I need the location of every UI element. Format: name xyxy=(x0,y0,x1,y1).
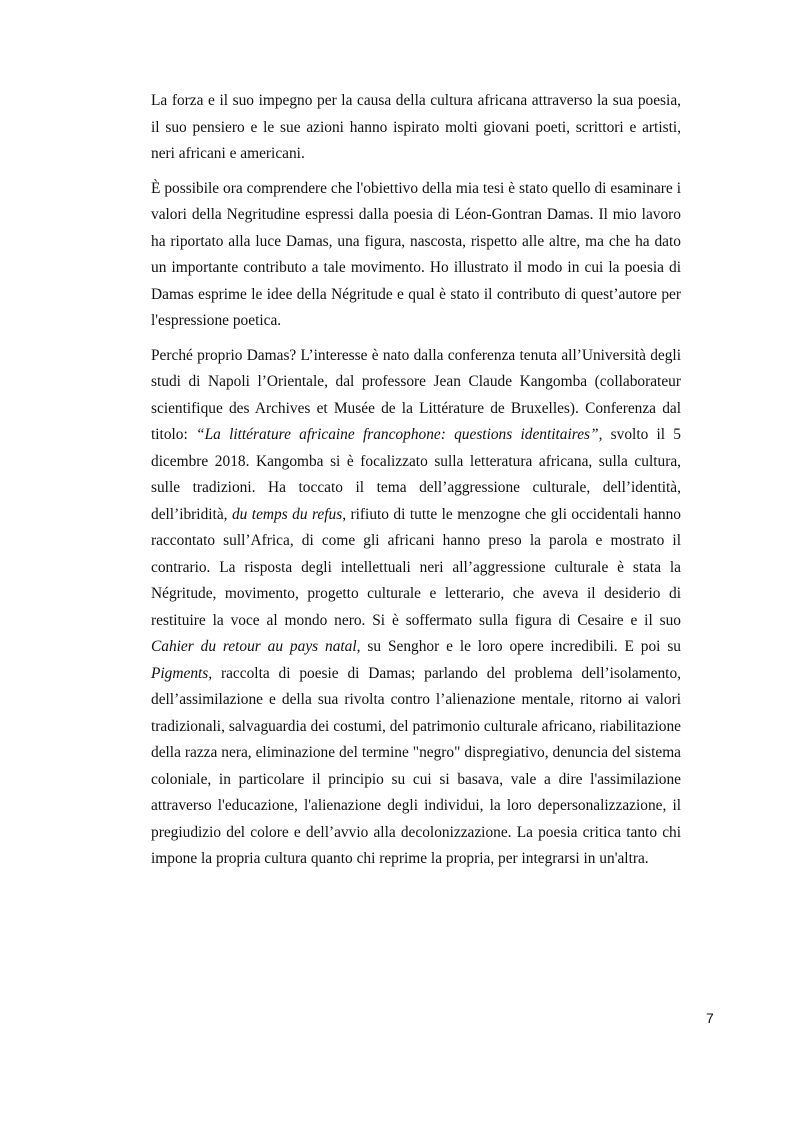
italic-phrase: du temps du refus, xyxy=(231,505,347,523)
paragraph-text: rifiuto di tutte le menzogne che gli occidentali hanno raccontato sull’Africa, di come gli africani hanno preso la parola e mostrato il contrario. La risposta degli intellettuali neri all’aggressione culturale è stata la Négritude, movimento, progetto culturale e letterario, che aveva il desiderio di restituire la voce al mondo nero. Si è soffermato sulla figura di Cesaire e il suo xyxy=(151,505,681,629)
book-title-pigments: Pigments, xyxy=(151,664,213,682)
paragraph-strength-and-commitment xyxy=(151,88,681,168)
paragraph-why-damas xyxy=(151,343,681,873)
conference-title: “La littérature africaine francophone: questions identitaires”, xyxy=(196,426,603,443)
paragraph-text: È possibile ora comprendere che l'obiettivo della mia tesi è stato quello di esaminare i valori della Negritudine espressi dalla poesia di Léon-Gontran Damas. Il mio lavoro ha riportato alla luce Damas, una figura, nascosta, rispetto alle altre, ma che ha dato un importante contributo a tale movimento. Ho illustrato il modo in cui la poesia di Damas esprime le idee della Négritude e qual è stato il contributo di quest’autore per l'espressione poetica. xyxy=(151,179,681,329)
paragraph-text: , su Senghor e le loro opere incredibili. E poi su xyxy=(356,638,682,655)
paragraph-text: svolto il 5 dicembre 2018. Kangomba si è focalizzato sulla letteratura africana, sulla cultura, sulle tradizioni. Ha toccato il tema dell’aggressione culturale, dell’identità, dell’ibridità, xyxy=(151,426,682,523)
paragraph-text: raccolta di poesie di Damas; parlando del problema dell’isolamento, dell’assimilazione e della sua rivolta contro l’alienazione mentale, ritorno ai valori tradizionali, salvaguardia dei costumi, del patrimonio culturale africano, riabilitazione della razza nera, eliminazione del termine "negro" dispregiativo, denuncia del sistema coloniale, in particolare il principio su cui si basava, vale a dire l'assimilazione attraverso l'educazione, l'alienazione degli individui, la loro depersonalizzazione, il pregiudizio del colore e dell’avvio alla decolonizzazione. La poesia critica tanto chi impone la propria cultura quanto chi reprime la propria, per integrarsi in un'altra. xyxy=(151,664,681,867)
paragraph-thesis-objective xyxy=(151,176,681,335)
paragraph-text: Perché proprio Damas? L’interesse è nato dalla conferenza tenuta all’Università degli studi di Napoli l’Orientale, dal professore Jean Claude Kangomba (collaborateur scientifique des Archives et Musée de la Littérature de Bruxelles). Conferenza dal titolo: xyxy=(151,346,681,443)
body-text xyxy=(151,88,681,881)
paragraph-text: La forza e il suo impegno per la causa della cultura africana attraverso la sua poesia, il suo pensiero e le sue azioni hanno ispirato molti giovani poeti, scrittori e artisti, neri africani e americani. xyxy=(151,92,681,162)
book-title-cahier: Cahier du retour au pays natal xyxy=(151,638,357,655)
page-number: 7 xyxy=(706,1010,714,1026)
